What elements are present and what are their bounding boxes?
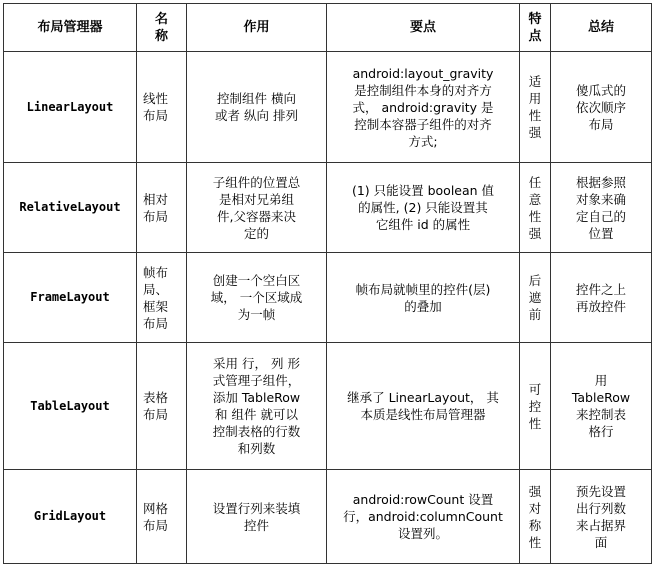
layout-feature: 后 遮 前 xyxy=(520,253,551,343)
layout-feature: 可 控 性 xyxy=(520,343,551,470)
layout-summary: 预先设置 出行列数 来占据界 面 xyxy=(551,470,652,564)
layout-manager-table xyxy=(3,3,652,564)
layout-feature: 强 对 称 性 xyxy=(520,470,551,564)
layout-summary: 傻瓜式的 依次顺序 布局 xyxy=(551,52,652,163)
layout-title: 线性 布局 xyxy=(137,52,187,163)
table-row xyxy=(4,52,652,163)
layout-role: 设置行列来装填 控件 xyxy=(187,470,327,564)
header-row xyxy=(4,4,652,52)
layout-title: 网格 布局 xyxy=(137,470,187,564)
header-key-points: 要点 xyxy=(327,4,520,52)
table-row xyxy=(4,470,652,564)
table-row xyxy=(4,253,652,343)
layout-key-points: android:layout_gravity 是控制组件本身的对齐方 式， android:gravity 是 控制本容器子组件的对齐 方式; xyxy=(327,52,520,163)
layout-key-points: 继承了 LinearLayout， 其 本质是线性布局管理器 xyxy=(327,343,520,470)
header-layout-manager: 布局管理器 xyxy=(4,4,137,52)
layout-key-points: android:rowCount 设置 行，android:columnCount 设置列。 xyxy=(327,470,520,564)
layout-feature: 任 意 性 强 xyxy=(520,163,551,253)
table-row xyxy=(4,343,652,470)
layout-class-name: LinearLayout xyxy=(4,52,137,163)
layout-key-points: 帧布局就帧里的控件(层) 的叠加 xyxy=(327,253,520,343)
table-row xyxy=(4,163,652,253)
layout-class-name: TableLayout xyxy=(4,343,137,470)
layout-class-name: RelativeLayout xyxy=(4,163,137,253)
header-name: 名 称 xyxy=(137,4,187,52)
layout-title: 相对 布局 xyxy=(137,163,187,253)
layout-role: 创建一个空白区 域， 一个区域成 为一帧 xyxy=(187,253,327,343)
layout-key-points: (1) 只能设置 boolean 值 的属性, (2) 只能设置其 它组件 id 的属性 xyxy=(327,163,520,253)
layout-title: 表格 布局 xyxy=(137,343,187,470)
layout-summary: 控件之上 再放控件 xyxy=(551,253,652,343)
layout-class-name: FrameLayout xyxy=(4,253,137,343)
header-summary: 总结 xyxy=(551,4,652,52)
layout-role: 采用 行， 列 形 式管理子组件， 添加 TableRow 和 组件 就可以 控制表格的行数 和列数 xyxy=(187,343,327,470)
header-feature: 特 点 xyxy=(520,4,551,52)
layout-title: 帧布 局、 框架 布局 xyxy=(137,253,187,343)
layout-summary: 用 TableRow 来控制表 格行 xyxy=(551,343,652,470)
layout-role: 控制组件 横向 或者 纵向 排列 xyxy=(187,52,327,163)
header-role: 作用 xyxy=(187,4,327,52)
layout-class-name: GridLayout xyxy=(4,470,137,564)
layout-summary: 根据参照 对象来确 定自己的 位置 xyxy=(551,163,652,253)
layout-feature: 适 用 性 强 xyxy=(520,52,551,163)
layout-role: 子组件的位置总 是相对兄弟组 件,父容器来决 定的 xyxy=(187,163,327,253)
